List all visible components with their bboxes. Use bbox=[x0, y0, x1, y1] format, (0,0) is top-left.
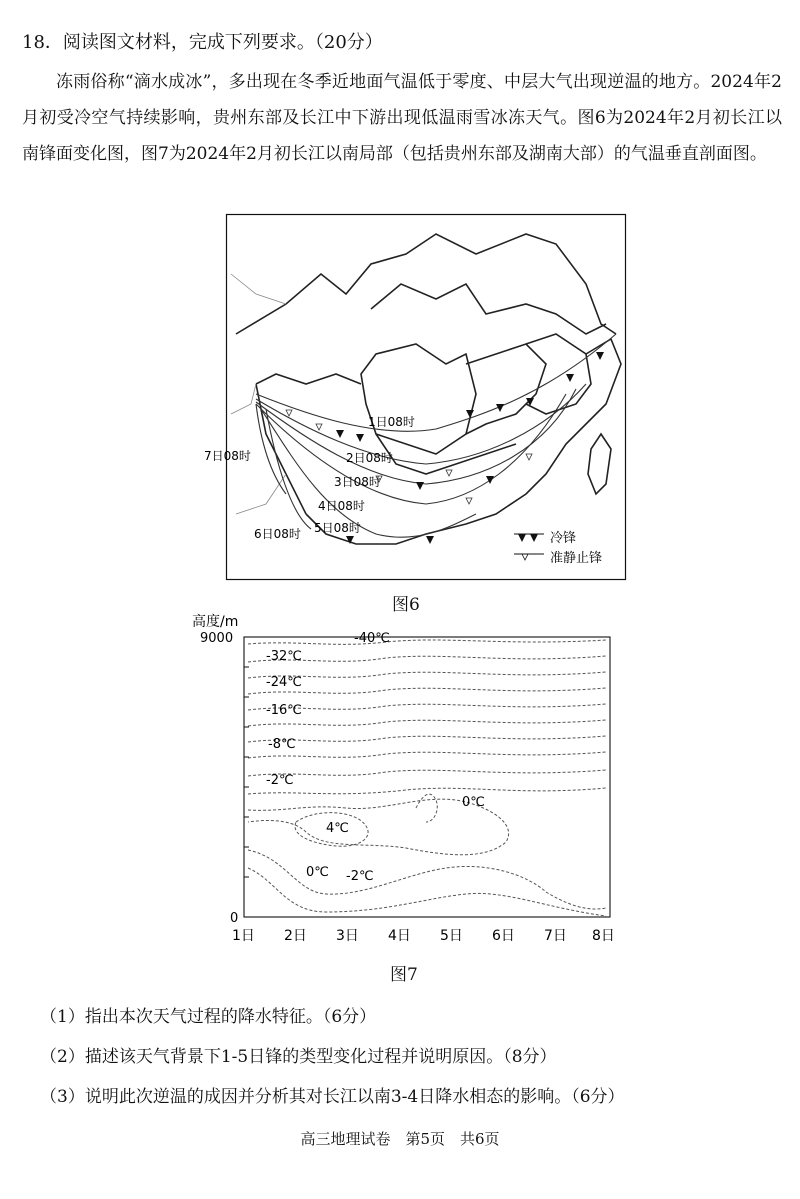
sub-question-2: （2）描述该天气背景下1-5日锋的类型变化过程并说明原因。（8分） bbox=[40, 1047, 557, 1067]
isotherm-label-m8: -8℃ bbox=[268, 737, 296, 752]
legend-stationary-front: 准静止锋 bbox=[550, 551, 603, 566]
isotherm-label-m2a: -2℃ bbox=[266, 773, 294, 788]
x-tick-7: 7日 bbox=[544, 928, 567, 944]
x-tick-5: 5日 bbox=[440, 928, 463, 944]
figure6-map bbox=[204, 214, 626, 580]
isotherm-label-m16: -16℃ bbox=[266, 703, 302, 718]
label-d3: 3日08时 bbox=[334, 475, 381, 489]
y-axis-label: 高度/m bbox=[192, 614, 239, 630]
label-d4: 4日08时 bbox=[318, 499, 365, 513]
x-tick-8: 8日 bbox=[592, 928, 615, 944]
isotherm-label-m32: -32℃ bbox=[266, 649, 302, 664]
label-d7: 7日08时 bbox=[204, 449, 251, 463]
page-footer: 高三地理试卷 第5页 共6页 bbox=[300, 1130, 500, 1148]
question-paragraph: 冻雨俗称“滴水成冰”，多出现在冬季近地面气温低于零度、中层大气出现逆温的地方。2024年2月初受冷空气持续影响，贵州东部及长江中下游出现低温雨雪冰冻天气。图6为2024年2月初长江以南锋面变化图，图7为2024年2月初长江以南局部（包括贵州东部及湖南大部）的气温垂直剖面图。 bbox=[22, 72, 782, 164]
x-tick-6: 6日 bbox=[492, 928, 515, 944]
x-tick-2: 2日 bbox=[284, 928, 307, 944]
isotherm-label-0b: 0℃ bbox=[306, 865, 329, 880]
label-d5: 5日08时 bbox=[314, 521, 361, 535]
x-tick-4: 4日 bbox=[388, 928, 411, 944]
sub-question-1: （1）指出本次天气过程的降水特征。（6分） bbox=[40, 1007, 377, 1027]
sub-question-3: （3）说明此次逆温的成因并分析其对长江以南3-4日降水相态的影响。（6分） bbox=[40, 1087, 625, 1107]
x-ticks bbox=[232, 928, 615, 944]
question-title: 18．阅读图文材料，完成下列要求。（20分） bbox=[22, 32, 383, 53]
figure7-profile bbox=[186, 612, 626, 952]
x-tick-1: 1日 bbox=[232, 928, 255, 944]
label-d2: 2日08时 bbox=[346, 451, 393, 465]
label-d1: 1日08时 bbox=[368, 415, 415, 429]
figure7-caption: 图7 bbox=[390, 965, 418, 985]
isotherm-label-0a: 0℃ bbox=[462, 795, 485, 810]
isotherm-label-m2b: -2℃ bbox=[346, 869, 374, 884]
isotherm-label-m40: -40℃ bbox=[354, 631, 390, 646]
figure6-caption: 图6 bbox=[392, 595, 420, 615]
x-tick-3: 3日 bbox=[336, 928, 359, 944]
isotherm-label-4: 4℃ bbox=[326, 821, 349, 836]
y-tick-9000: 9000 bbox=[200, 631, 234, 646]
map-frame bbox=[227, 215, 626, 580]
y-tick-0: 0 bbox=[230, 911, 239, 926]
label-d6: 6日08时 bbox=[254, 527, 301, 541]
legend-cold-front: 冷锋 bbox=[550, 531, 577, 546]
isotherm-label-m24: -24℃ bbox=[266, 675, 302, 690]
